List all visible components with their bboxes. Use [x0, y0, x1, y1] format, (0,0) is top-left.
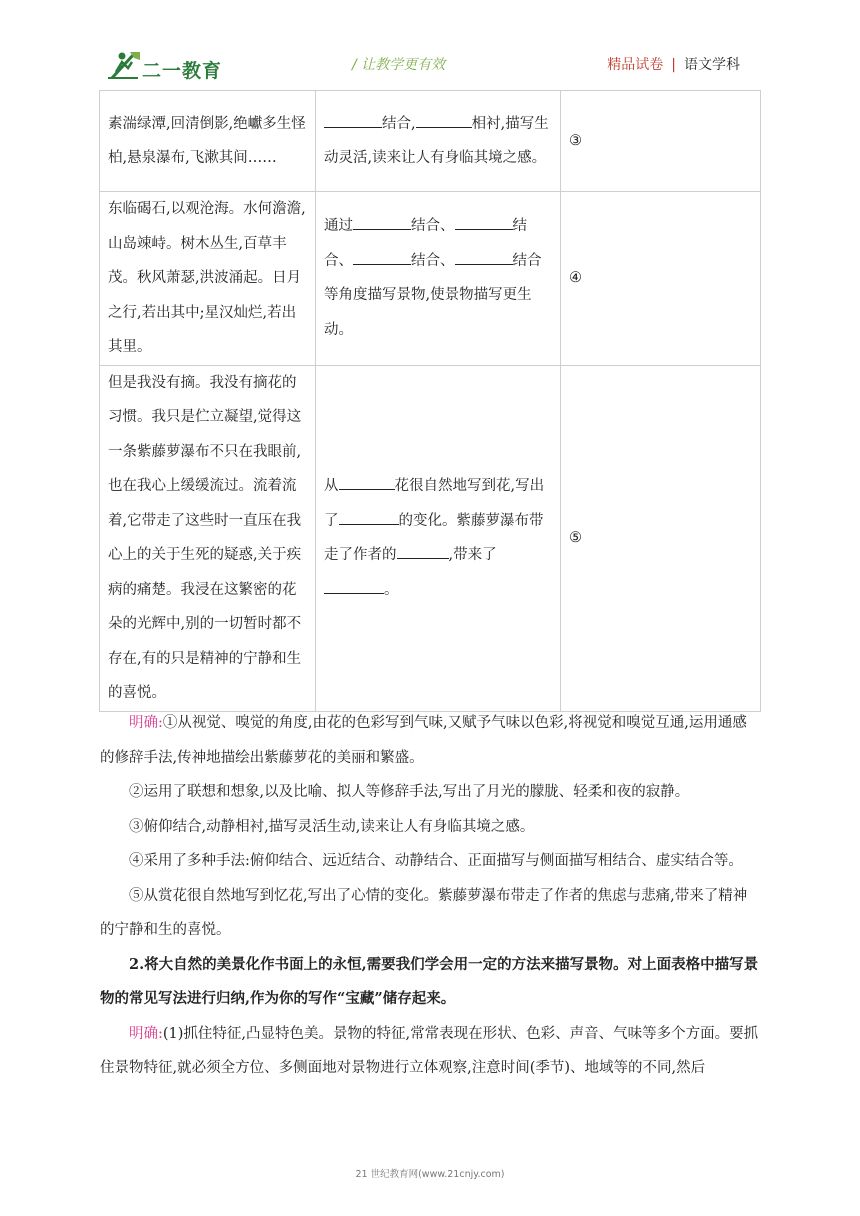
- answer-label: 明确:: [129, 1025, 163, 1042]
- header-badge: [607, 54, 740, 74]
- method-cell: 结合, 相衬,描写生动灵活,读来让人有身临其境之感。: [316, 91, 561, 192]
- answer-3: ③俯仰结合,动静相衬,描写灵活生动,读来让人有身临其境之感。: [129, 818, 535, 835]
- analysis-table: [99, 90, 761, 712]
- fill-blank[interactable]: [397, 544, 449, 560]
- fill-blank[interactable]: [339, 475, 395, 491]
- passage-cell: 但是我没有摘。我没有摘花的习惯。我只是伫立凝望,觉得这一条紫藤萝瀑布不只在我眼前,也在我心上缓缓流过。流着流着,它带走了这些时一直压在我心上的关于生死的疑惑,关于疾病的痛楚。我浸在这繁密的花朵的光辉中,别的一切暂时都不存在,有的只是精神的宁静和生的喜悦。: [100, 365, 316, 711]
- fill-blank[interactable]: [324, 112, 382, 128]
- fill-blank[interactable]: [353, 215, 411, 231]
- answer-4: ④采用了多种手法:俯仰结合、远近结合、动静结合、正面描写与侧面描写相结合、虚实结合等。: [129, 853, 743, 869]
- number-cell: ③: [561, 91, 761, 192]
- fill-blank[interactable]: [339, 509, 399, 525]
- number-cell: ⑤: [561, 365, 761, 711]
- slogan: / 让教学更有效: [352, 57, 446, 73]
- fill-blank[interactable]: [416, 112, 472, 128]
- table-row: [100, 365, 761, 711]
- badge-label: 精品试卷: [607, 57, 664, 73]
- page-header: [100, 44, 760, 84]
- subject-label: 语文学科: [684, 57, 740, 73]
- method-cell: 从 花很自然地写到花,写出了 的变化。紫藤萝瀑布带走了作者的 ,带来了。: [316, 365, 561, 711]
- runner-logo-icon: [104, 48, 144, 82]
- answer-label: 明确:: [129, 715, 163, 731]
- answer-5: ⑤从赏花很自然地写到忆花,写出了心情的变化。紫藤萝瀑布带走了作者的焦虑与悲痛,带来了精神的宁静和生的喜悦。: [100, 887, 748, 938]
- answers-section: [100, 706, 760, 1086]
- logo: [104, 48, 234, 82]
- number-cell: ④: [561, 192, 761, 366]
- method-cell: 通过 结合、 结合、 结合、 结合等角度描写景物,使景物描写更生动。: [316, 192, 561, 366]
- table-row: [100, 192, 761, 366]
- fill-blank[interactable]: [455, 215, 513, 231]
- fill-blank[interactable]: [353, 249, 411, 265]
- answer-2: ②运用了联想和想象,以及比喻、拟人等修辞手法,写出了月光的朦胧、轻柔和夜的寂静。: [129, 784, 690, 800]
- question-2: 2.将大自然的美景化作书面上的永恒,需要我们学会用一定的方法来描写景物。对上面表格中描写景物的常见写法进行归纳,作为你的写作“宝藏”储存起来。: [100, 955, 759, 1007]
- passage-cell: 素湍绿潭,回清倒影,绝巘多生怪柏,悬泉瀑布,飞漱其间……: [100, 91, 316, 192]
- answer-1: 明确:①从视觉、嗅觉的角度,由花的色彩写到气味,又赋予气味以色彩,将视觉和嗅觉互通,运用通感的修辞手法,传神地描绘出紫藤萝花的美丽和繁盛。: [100, 715, 747, 766]
- page-footer: 21 世纪教育网(www.21cnjy.com): [355, 1169, 505, 1180]
- passage-cell: 东临碣石,以观沧海。水何澹澹,山岛竦峙。树木丛生,百草丰茂。秋风萧瑟,洪波涌起。日月之行,若出其中;星汉灿烂,若出其里。: [100, 192, 316, 366]
- logo-text: 二一教育: [142, 60, 223, 82]
- answer-q2: 明确:(1)抓住特征,凸显特色美。景物的特征,常常表现在形状、色彩、声音、气味等多个方面。要抓住景物特征,就必须全方位、多侧面地对景物进行立体观察,注意时间(季节)、地域等的不同,然后: [100, 1025, 759, 1076]
- badge-separator: |: [671, 57, 676, 73]
- fill-blank[interactable]: [324, 578, 384, 594]
- fill-blank[interactable]: [455, 249, 513, 265]
- table-row: [100, 91, 761, 192]
